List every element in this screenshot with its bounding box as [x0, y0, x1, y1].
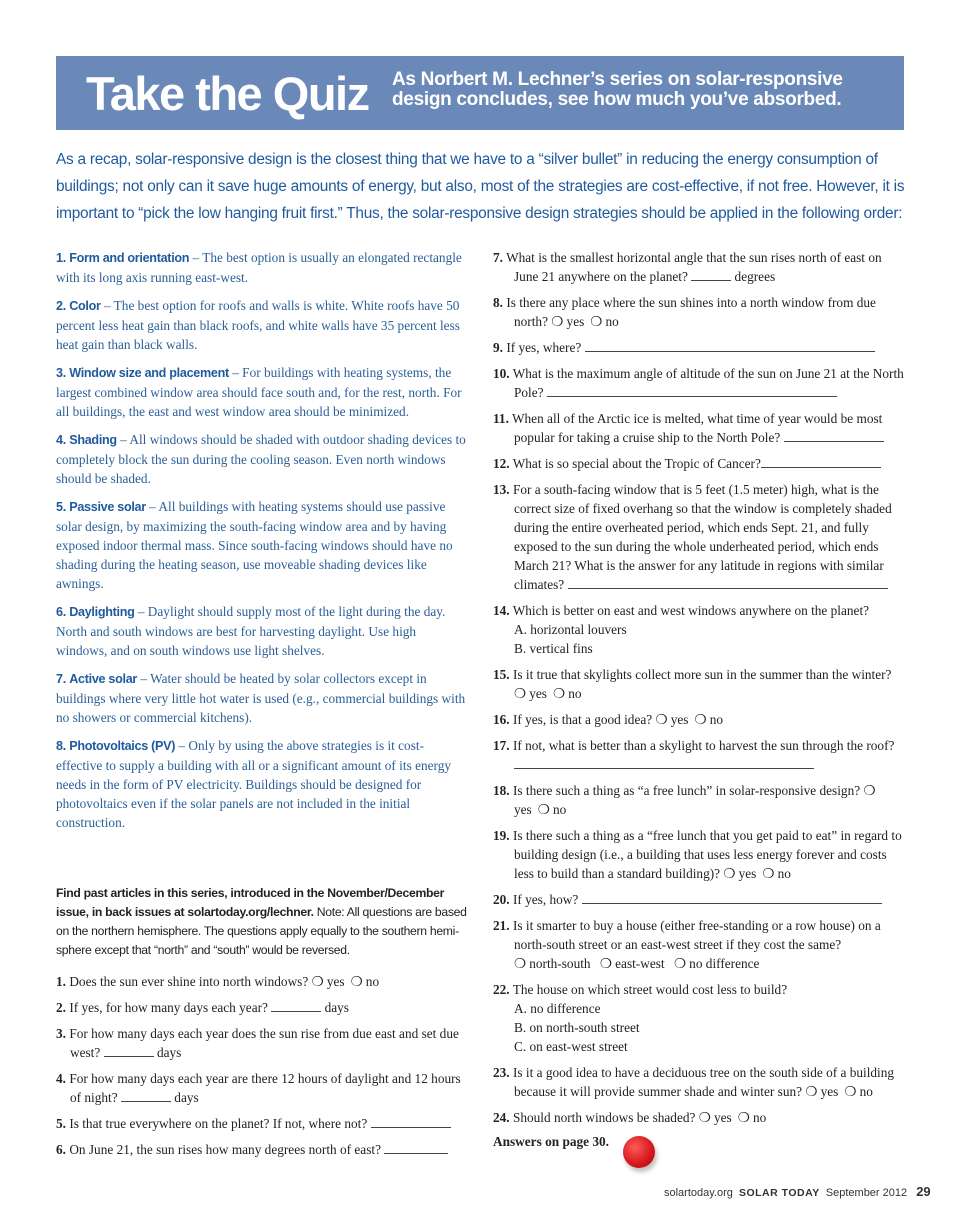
page-title: Take the Quiz — [86, 67, 369, 120]
question-item: 15. Is it true that skylights collect more sun in the summer than the winter? ❍ yes ❍ no — [493, 667, 892, 701]
strategy-item: 6. Daylighting – Daylight should supply most of the light during the day. North and south windows are best for harvesting daylight. Use high windows, and on south windows use light shelves. — [56, 604, 446, 658]
answer-blank[interactable] — [582, 891, 882, 904]
answer-blank[interactable] — [691, 268, 731, 281]
question-item: 16. If yes, is that a good idea? ❍ yes ❍ no — [493, 712, 724, 727]
page-footer — [664, 1184, 931, 1199]
answer-blank[interactable] — [271, 999, 321, 1012]
answer-blank[interactable] — [514, 756, 814, 769]
apple-icon — [623, 1136, 655, 1168]
option-a[interactable]: A. horizontal louvers — [514, 622, 627, 637]
yes-radio[interactable]: ❍ yes — [551, 314, 585, 329]
option-b[interactable]: B. on north-south street — [514, 1020, 640, 1035]
strategies-list — [56, 248, 468, 841]
question-item: 10. What is the maximum angle of altitude of the sun on June 21 at the North Pole? — [493, 366, 904, 400]
option-a[interactable]: A. no difference — [514, 1001, 601, 1016]
question-item: 20. If yes, how? — [493, 890, 905, 909]
no-difference-radio[interactable]: ❍ no difference — [673, 956, 760, 971]
strategy-item: 3. Window size and placement – For buildings with heating systems, the largest combined window area should face south and, for the rest, north. For all buildings, the east and west window area should be minimized. — [56, 365, 462, 419]
answers-note: Answers on page 30. — [493, 1134, 609, 1149]
header-banner — [56, 56, 904, 130]
question-item: 4. For how many days each year are there 12 hours of daylight and 12 hours of night? days — [56, 1071, 461, 1105]
no-radio[interactable]: ❍ no — [694, 712, 724, 727]
no-radio[interactable]: ❍ no — [350, 974, 380, 989]
yes-radio[interactable]: ❍ yes — [805, 1084, 839, 1099]
question-item: 19. Is there such a thing as a “free lunch that you get paid to eat” in regard to building design (i.e., a building that uses less energy forever and costs less to build than a standard building)? ❍ yes ❍ no — [493, 828, 902, 881]
question-item: 13. For a south-facing window that is 5 feet (1.5 meter) high, what is the correct size of fixed overhang so that the window is completely shaded during the entire overheated period, which ends Sept. 21, and fully exposed to the sun during the whole underheated period, which ends March 21? What is the answer for any latitude in regions with similar climates? — [493, 482, 892, 592]
questions-left — [56, 972, 468, 1166]
intro-paragraph: As a recap, solar-responsive design is the closest thing that we have to a “silver bullet” in reducing the energy consumption of buildings; not only can it save huge amounts of energy, but also, most of the strategies are cost-effective, if not free. However, it is important to “pick the low hanging fruit first.” Thus, the solar-responsive design strategies should be applied in the following order: — [56, 151, 905, 222]
question-item: 12. What is so special about the Tropic of Cancer? — [493, 454, 905, 473]
no-radio[interactable]: ❍ no — [590, 314, 619, 329]
yes-radio[interactable]: ❍ yes — [514, 783, 876, 817]
yes-radio[interactable]: ❍ yes — [655, 712, 689, 727]
answer-blank[interactable] — [104, 1044, 154, 1057]
question-item: 2. If yes, for how many days each year? days — [56, 1000, 349, 1015]
no-radio[interactable]: ❍ no — [737, 1110, 767, 1125]
no-radio[interactable]: ❍ no — [762, 866, 791, 881]
north-south-radio[interactable]: ❍ north-south — [514, 956, 591, 971]
question-item: 18. Is there such a thing as “a free lunch” in solar-responsive design? ❍ yes ❍ no — [493, 783, 876, 817]
question-item: 17. If not, what is better than a skylight to harvest the sun through the roof? — [493, 736, 905, 774]
footer-magazine: SOLAR TODAY — [738, 1187, 820, 1199]
no-radio[interactable]: ❍ no — [844, 1084, 873, 1099]
answer-blank[interactable] — [784, 429, 884, 442]
answer-blank[interactable] — [547, 384, 837, 397]
question-item: 14. Which is better on east and west windows anywhere on the planet? A. horizontal louvers B. vertical fins — [493, 603, 870, 656]
question-item: 1. Does the sun ever shine into north windows? ❍ yes ❍ no — [56, 974, 380, 989]
question-item: 9. If yes, where? — [493, 338, 905, 357]
strategy-item: 5. Passive solar – All buildings with heating systems should use passive solar design, by maximizing the south-facing window area and by having exposed indoor thermal mass. Since south-facing windows should have no shading during the heating season, use moveable shading devices like awnings. — [56, 499, 453, 591]
question-item: 23. Is it a good idea to have a deciduous tree on the south side of a building because it will provide summer shade and winter sun? ❍ yes ❍ no — [493, 1065, 895, 1099]
answer-blank[interactable] — [568, 576, 888, 589]
yes-radio[interactable]: ❍ yes — [311, 974, 345, 989]
question-item: 6. On June 21, the sun rises how many degrees north of east? — [56, 1140, 468, 1159]
strategy-item: 7. Active solar – Water should be heated by solar collectors except in buildings where very little hot water is used (e.g., commercial buildings with no showers or commercial kitchens). — [56, 671, 466, 725]
yes-radio[interactable]: ❍ yes — [514, 686, 547, 701]
strategy-item: 8. Photovoltaics (PV) – Only by using the above strategies is it cost-effective to supply a building with all or a significant amount of its energy needs in the form of PV electricity. Buildings should be designed for photovoltaics even if the solar panels are not included in the initial construction. — [56, 738, 452, 830]
no-radio[interactable]: ❍ no — [537, 802, 567, 817]
page-subtitle: As Norbert M. Lechner’s series on solar-responsive design concludes, see how much you’ve absorbed. — [392, 69, 843, 110]
question-item: 22. The house on which street would cost less to build? A. no difference B. on north-south street C. on east-west street — [493, 982, 788, 1054]
answer-blank[interactable] — [761, 455, 881, 468]
page-number: 29 — [916, 1184, 931, 1199]
answer-blank[interactable] — [121, 1089, 171, 1102]
past-articles-note: Find past articles in this series, introduced in the November/December issue, in back issues at solartoday.org/lechner. Note: All questions are based on the northern hemisphere. The questions apply equally to the southern hemisphere except that “north” and “south” would be reversed. — [56, 886, 467, 957]
yes-radio[interactable]: ❍ yes — [723, 866, 757, 881]
footer-site: solartoday.org — [664, 1187, 733, 1199]
question-item: 21. Is it smarter to buy a house (either free-standing or a row house) on a north-south street or an east-west street if they cost the same? ❍ north-south ❍ east-west ❍ no difference — [493, 918, 881, 971]
answer-blank[interactable] — [371, 1115, 451, 1128]
option-c[interactable]: C. on east-west street — [514, 1039, 628, 1054]
strategy-item: 1. Form and orientation – The best option is usually an elongated rectangle with its long axis running east-west. — [56, 250, 462, 285]
answer-blank[interactable] — [585, 339, 875, 352]
question-item: 11. When all of the Arctic ice is melted, what time of year would be most popular for taking a cruise ship to the North Pole? — [493, 411, 883, 445]
no-radio[interactable]: ❍ no — [552, 686, 582, 701]
strategy-item: 2. Color – The best option for roofs and walls is white. White roofs have 50 percent less heat gain than black roofs, and white walls have 35 percent less heat gain than black walls. — [56, 298, 460, 352]
questions-right — [493, 248, 905, 1150]
strategy-item: 4. Shading – All windows should be shaded with outdoor shading devices to completely block the sun during the cooling season. Even north windows should be shaded. — [56, 432, 466, 486]
option-b[interactable]: B. vertical fins — [514, 641, 593, 656]
question-item: 8. Is there any place where the sun shines into a north window from due north? ❍ yes ❍ no — [493, 295, 876, 329]
question-item: 5. Is that true everywhere on the planet? If not, where not? — [56, 1114, 468, 1133]
footer-date: September 2012 — [825, 1187, 908, 1199]
question-item: 7. What is the smallest horizontal angle that the sun rises north of east on June 21 anywhere on the planet? degrees — [493, 250, 882, 284]
east-west-radio[interactable]: ❍ east-west — [599, 956, 665, 971]
question-item: 3. For how many days each year does the sun rise from due east and set due west? days — [56, 1026, 459, 1060]
answer-blank[interactable] — [384, 1141, 448, 1154]
question-item: 24. Should north windows be shaded? ❍ yes ❍ no — [493, 1110, 767, 1125]
yes-radio[interactable]: ❍ yes — [698, 1110, 732, 1125]
